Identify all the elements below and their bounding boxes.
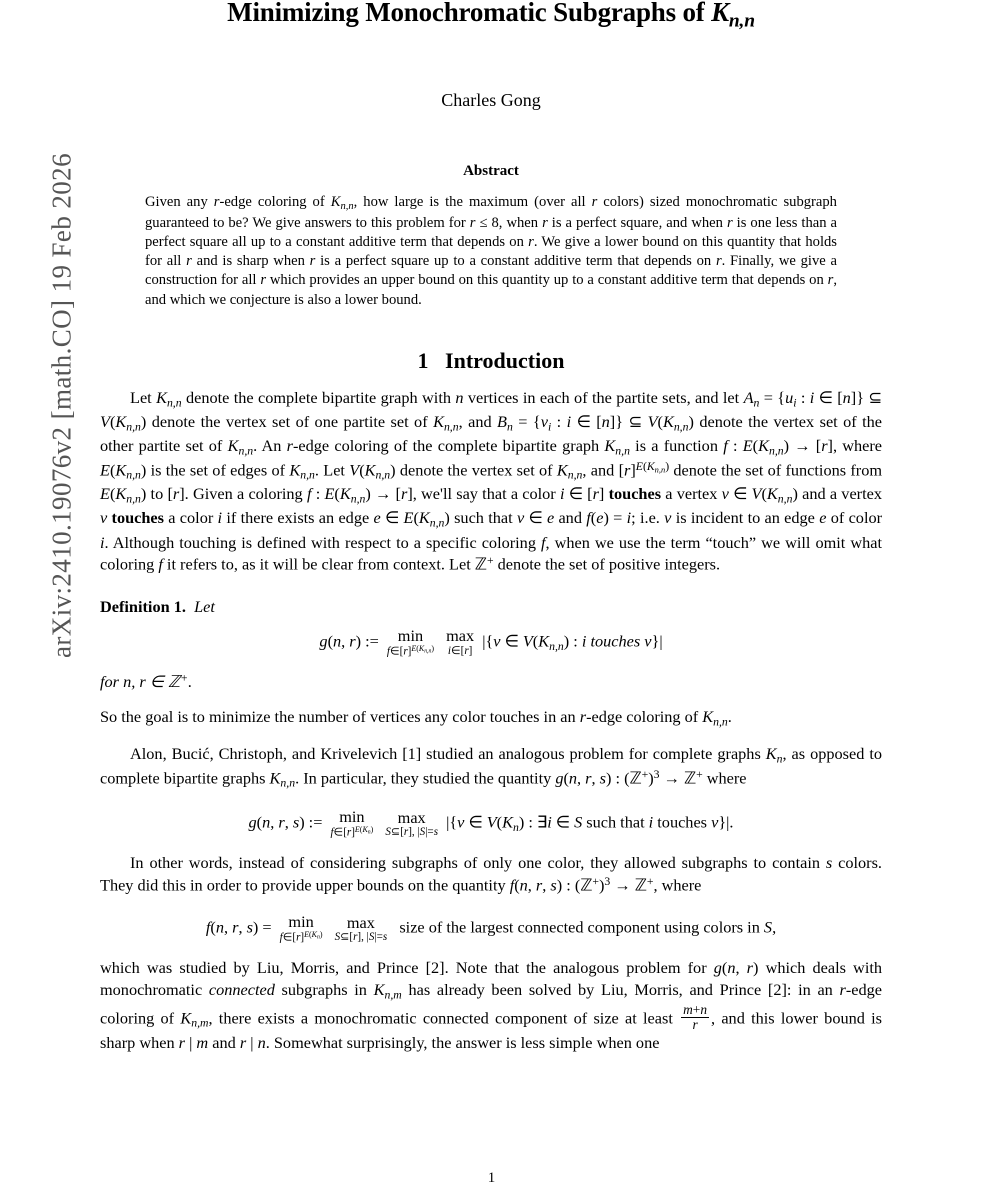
paragraph-goal: So the goal is to minimize the number of vertices any color touches in an r-edge coloring of $K_{n,n}$. <box>100 706 732 728</box>
page-title <box>100 0 882 32</box>
paragraph-alon: Alon, Bucić, Christoph, and Krivelevich [1] studied an analogous problem for complete graphs $K_n$, as opposed to complete bipartite graphs $K_{n,n}$. In particular, they studied the quantity g(n, r, s) : (ℤ+)$^3$ → ℤ+ where <box>100 743 882 790</box>
abstract-heading: Abstract <box>463 162 519 179</box>
arxiv-stamp: arXiv:2410.19076v2 [math.CO] 19 Feb 2026 <box>46 153 77 658</box>
section-heading <box>100 348 882 374</box>
title-math-K: K <box>711 0 729 27</box>
paper-content <box>100 0 882 1054</box>
definition-block <box>100 596 882 618</box>
definition-equation: g(n, r) := min $f\in[r]^{E(K_{n,n})}$ max i∈[r] |{v ∈ $V(K_{n,n})$ : i touches v}| <box>319 625 663 658</box>
title-text: Minimizing Monochromatic Subgraphs of <box>227 0 712 27</box>
paragraph-inotherwords: In other words, instead of considering subgraphs of only one color, they allowed subgraphs to contain s colors. They did this in order to provide upper bounds on the quantity f(n, r, s) : (ℤ+)$^3$ → ℤ+, where <box>100 853 882 895</box>
section-number: 1 <box>417 347 429 373</box>
equation-g-n-r-s: g(n, r, s) := min $f\in[r]^{E(K_n)}$ max S⊆[r], |S|=s |{v ∈ $V(K_n)$ : ∃i ∈ S such that i touches v}|. <box>248 807 734 839</box>
paragraph-liu: which was studied by Liu, Morris, and Prince [2]. Note that the analogous problem for g(n, r) which deals with monochromatic connected subgraphs in $K_{n,m}$ has already been solved by Liu, Morris, and Prince [2]: in an r-edge coloring of $K_{n,m}$, there exists a monochromatic connected component of size at least $\frac{m+n}{r}$ , and this lower bound is sharp when r | m and r | n. Somewhat surprisingly, the answer is less simple when one <box>100 958 883 1053</box>
definition-label: Definition 1. <box>100 596 186 616</box>
paragraph-intro: Let $K_{n,n}$ denote the complete bipartite graph with n vertices in each of the partite sets, and let $A_n = \{u_i$ : i ∈ [n]} ⊆ $V(K_{n,n})$ denote the vertex set of one partite set of $K_{n,n}$, and $B_n = \{v_i$ : i ∈ [n]} ⊆ $V(K_{n,n})$ denote the vertex set of the other partite set of $K_{n,n}$. An r-edge coloring of the complete bipartite graph $K_{n,n}$ is a function f : $E(K_{n,n}) \to [r]$, where $E(K_{n,n})$ is the set of edges of $K_{n,n}$. Let $V(K_{n,n})$ denote the vertex set of $K_{n,n}$, and $[r]^{E(K_{n,n})}$ denote the set of functions from $E(K_{n,n})$ to [r]. Given a coloring f : $E(K_{n,n}) \to [r]$, we'll say that a color i ∈ [r] touches a vertex v ∈ $V(K_{n,n})$ and a vertex v touches a color i if there exists an edge e ∈ $E(K_{n,n})$ such that v ∈ e and f(e) = i; i.e. v is incident to an edge e of color i. Although touching is defined with respect to a specific coloring f, when we use the term “touch” we will omit what coloring f it refers to, as it will be clear from context. Let ℤ+ denote the set of positive integers. <box>100 387 883 574</box>
section-title: Introduction <box>445 347 565 373</box>
title-math-sub: n,n <box>728 10 755 32</box>
abstract-body: Given any r-edge coloring of $K_{n,n}$, how large is the maximum (over all r colors) sized monochromatic subgraph guaranteed to be? We give answers to this problem for r ≤ 8, when r is a perfect square, and when r is one less than a perfect square all up to a constant additive term that depends on r. We give a lower bound on this quantity that holds for all r and is sharp when r is a perfect square up to a constant additive term that depends on r. Finally, we give a construction for all r which provides an upper bound on this quantity up to a constant additive term that depends on r, and which we conjecture is also a lower bound. <box>145 193 838 308</box>
page-number: 1 <box>487 1170 496 1186</box>
equation-f-n-r-s: f(n, r, s) = min $f\in[r]^{E(K_n)}$ max S⊆[r], |S|=s size of the largest connected component using colors in S, <box>205 912 777 944</box>
definition-after: for n, r ∈ ℤ+. <box>100 671 193 691</box>
author-name: Charles Gong <box>441 89 541 110</box>
definition-let: Let <box>194 596 215 616</box>
